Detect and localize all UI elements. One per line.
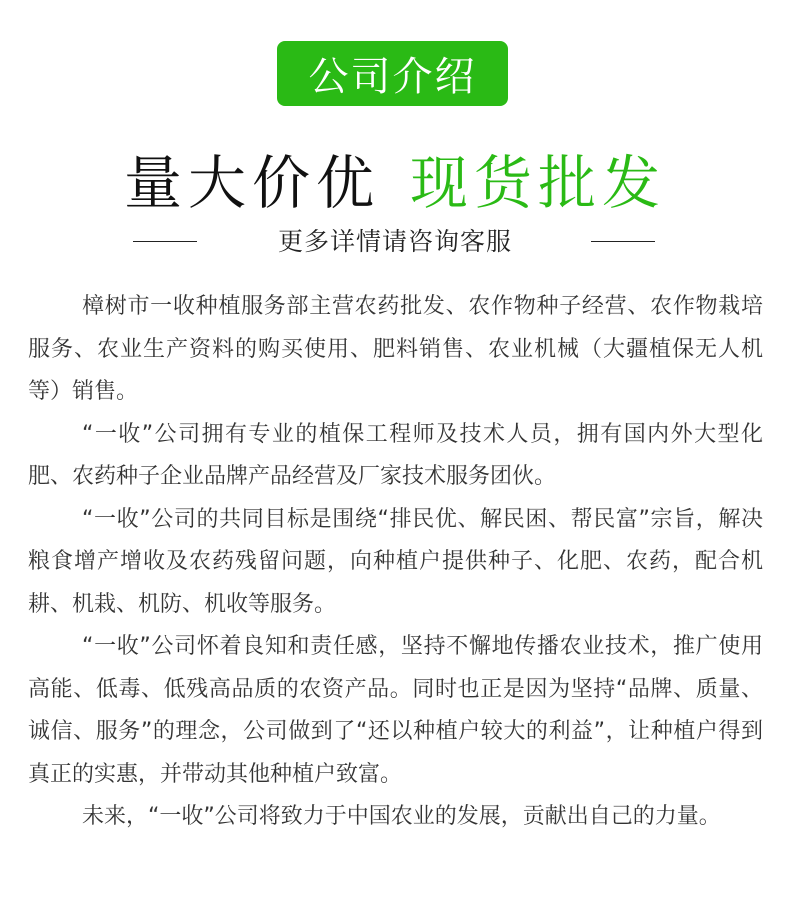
paragraph-3: “一收”公司的共同目标是围绕“排民优、解民困、帮民富”宗旨，解决粮食增产增收及农药残留问题，向种植户提供种子、化肥、农药，配合机耕、机栽、机防、机收等服务。 — [28, 506, 763, 617]
headline-primary: 量大价优 — [123, 149, 380, 217]
paragraph-2: “一收”公司拥有专业的植保工程师及技术人员，拥有国内外大型化肥、农药种子企业品牌产品经营及厂家技术服务团伙。 — [28, 421, 763, 489]
right-divider — [591, 241, 655, 242]
subtitle: 更多详情请咨询客服 — [277, 227, 512, 256]
paragraph-5: 未来，“一收”公司将致力于中国农业的发展，贡献出自己的力量。 — [82, 804, 721, 829]
subtitle-row — [0, 222, 790, 262]
paragraph-1: 樟树市一收种植服务部主营农药批发、农作物种子经营、农作物栽培服务、农业生产资料的购买使用、肥料销售、农业机械（大疆植保无人机等）销售。 — [28, 294, 763, 404]
section-badge: 公司介绍 — [277, 41, 508, 106]
company-description — [28, 286, 763, 839]
paragraph-4: “一收”公司怀着良知和责任感，坚持不懈地传播农业技术，推广使用高能、低毒、低残高品质的农资产品。同时也正是因为坚持“品牌、质量、诚信、服务”的理念，公司做到了“还以种植户较大的利益”，让种植户得到真正的实惠，并带动其他种植户致富。 — [28, 634, 763, 787]
headline-accent: 现货批发 — [410, 149, 667, 217]
headline — [0, 138, 790, 218]
